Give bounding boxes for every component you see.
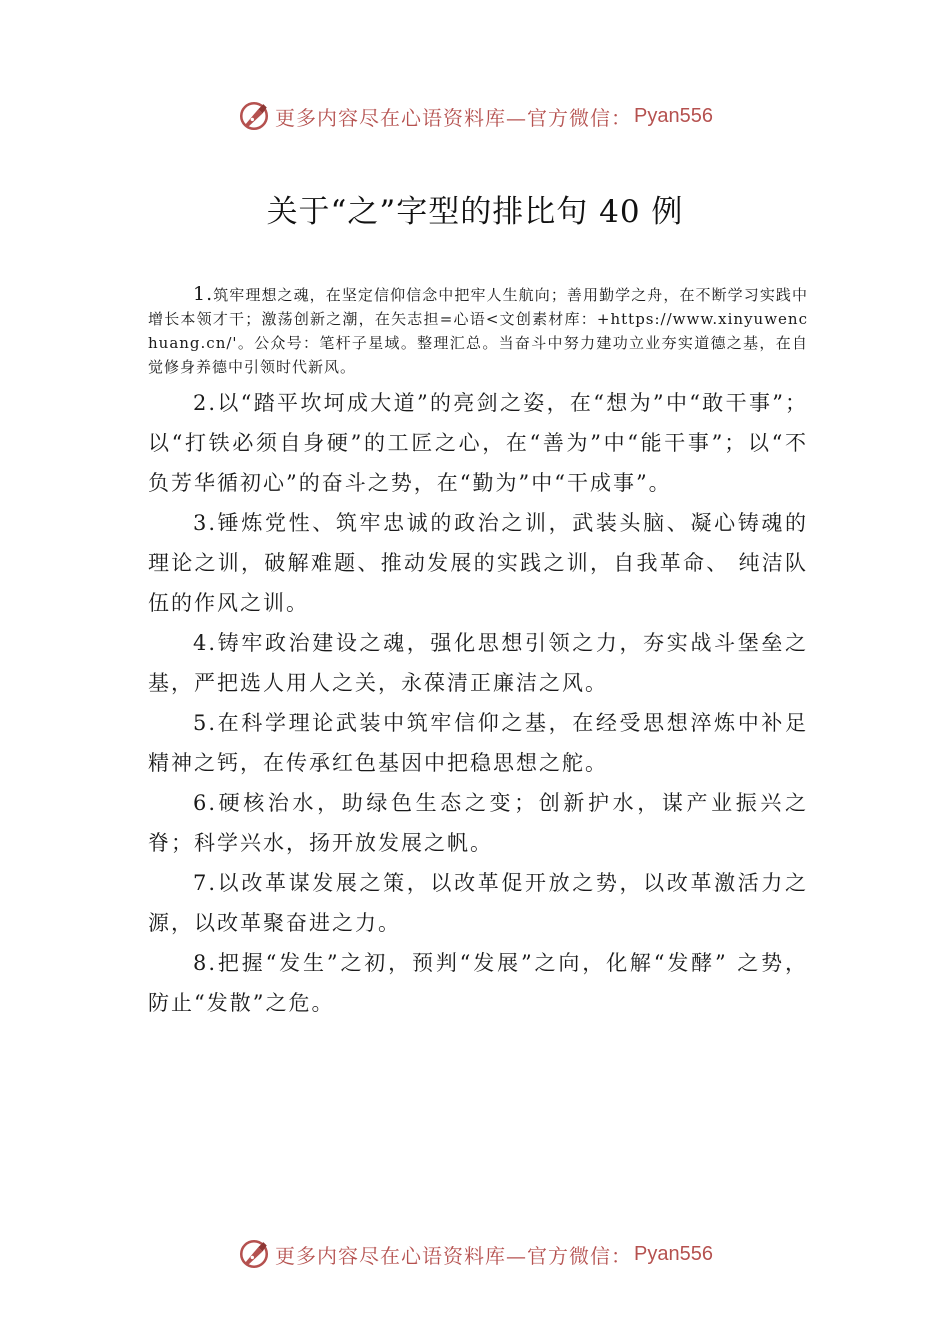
item-text: 把握“发生”之初，预判“发展”之向，化解“发酵” 之势，防止“发散”之危。	[148, 951, 808, 1015]
pen-nib-logo-icon	[237, 1237, 271, 1271]
item-number: 6.	[193, 791, 218, 815]
item-number: 2.	[193, 391, 218, 415]
document-body	[148, 282, 808, 1023]
list-item-1	[148, 282, 808, 379]
item-text: 在科学理论武装中筑牢信仰之基，在经受思想淬炼中补足精神之钙，在传承红色基因中把稳思想之舵。	[148, 711, 808, 775]
item-text: 筑牢理想之魂，在坚定信仰信念中把牢人生航向；善用勤学之舟，在不断学习实践中增长本领才干；激荡创新之潮，在矢志担=心语<文创素材库：+https://www.xinyuwenchuang.cn/'。公众号：笔杆子星域。整理汇总。当奋斗中努力建功立业夯实道德之基，在自觉修身养德中引领时代新风。	[148, 286, 808, 376]
list-item-5	[148, 703, 808, 783]
footer-watermark-banner	[0, 1234, 950, 1274]
list-item-4	[148, 623, 808, 703]
item-text: 以“踏平坎坷成大道”的亮剑之姿，在“想为”中“敢干事”；以“打铁必须自身硬”的工匠之心，在“善为”中“能干事”；以“不负芳华循初心”的奋斗之势，在“勤为”中“干成事”。	[148, 391, 808, 495]
pen-nib-logo-icon	[237, 99, 271, 133]
banner-text: 更多内容尽在心语资料库—官方微信：	[275, 105, 633, 130]
item-text: 以改革谋发展之策，以改革促开放之势，以改革激活力之源，以改革聚奋进之力。	[148, 871, 808, 935]
banner-text: 更多内容尽在心语资料库—官方微信：	[275, 1243, 633, 1268]
list-item-8	[148, 943, 808, 1023]
list-item-7	[148, 863, 808, 943]
page-title: 关于“之”字型的排比句 40 例	[266, 194, 684, 230]
banner-wechat-handle: Pyan556	[634, 104, 713, 127]
banner-wechat-handle: Pyan556	[634, 1242, 713, 1265]
header-watermark-banner	[0, 96, 950, 136]
item-number: 8.	[193, 951, 218, 975]
list-item-3	[148, 503, 808, 623]
list-item-2	[148, 383, 808, 503]
item-number: 4.	[193, 631, 218, 655]
item-number: 7.	[193, 871, 218, 895]
item-number: 5.	[193, 711, 218, 735]
list-item-6	[148, 783, 808, 863]
item-text: 铸牢政治建设之魂，强化思想引领之力，夯实战斗堡垒之基，严把选人用人之关，永葆清正廉洁之风。	[148, 631, 808, 695]
item-number: 1.	[193, 283, 214, 305]
item-number: 3.	[193, 511, 218, 535]
item-text: 锤炼党性、筑牢忠诚的政治之训，武装头脑、凝心铸魂的理论之训，破解难题、推动发展的实践之训，自我革命、 纯洁队伍的作风之训。	[148, 511, 808, 615]
item-text: 硬核治水，助绿色生态之变；创新护水，谋产业振兴之脊；科学兴水，扬开放发展之帆。	[148, 791, 808, 855]
